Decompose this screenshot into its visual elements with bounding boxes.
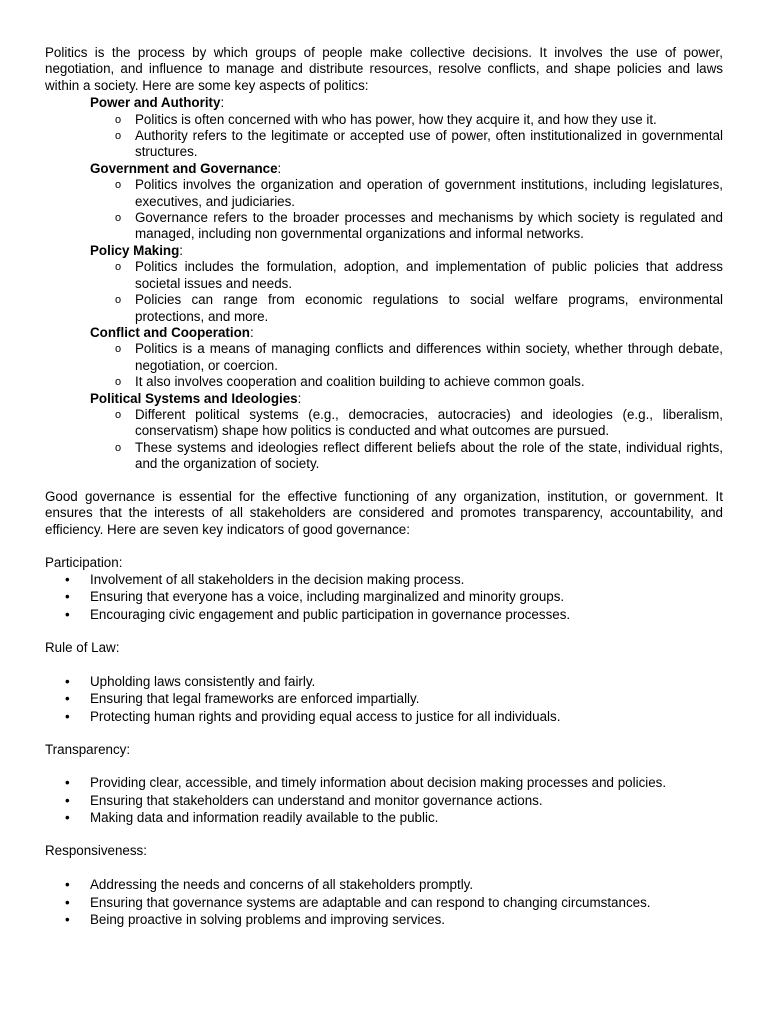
list-item-text: Addressing the needs and concerns of all stakeholders promptly. (90, 877, 474, 893)
list-item-text: Governance refers to the broader processes and mechanisms by which society is regulated and managed, including non governmental organizations and informal networks. (135, 210, 723, 242)
list-item (45, 690, 723, 708)
bullet-icon: • (65, 673, 70, 689)
aspect-title (90, 391, 723, 407)
list-item-text: Politics is a means of managing conflicts and differences within society, whether through debate, negotiation, or coercion. (135, 341, 723, 373)
aspect-title-colon: : (297, 390, 302, 406)
aspect-items (90, 407, 723, 473)
indicator-section (45, 640, 723, 725)
bullet-icon: • (65, 589, 70, 605)
indicator-heading: Responsiveness: (45, 843, 147, 859)
aspect-section (90, 325, 723, 391)
list-item (45, 606, 723, 624)
aspect-items (90, 341, 723, 390)
aspect-title-colon: : (179, 242, 184, 258)
list-item-text: It also involves cooperation and coalition building to achieve common goals. (135, 374, 585, 390)
list-item (90, 259, 723, 292)
list-item-text: Involvement of all stakeholders in the decision making process. (90, 571, 465, 587)
bullet-icon: • (65, 877, 70, 893)
list-item (90, 440, 723, 473)
list-item (90, 374, 723, 390)
aspect-title-text: Government and Governance (90, 160, 278, 176)
list-item (90, 292, 723, 325)
bullet-icon: • (65, 894, 70, 910)
governance-intro-paragraph: Good governance is essential for the effective functioning of any organization, institution, or government. It ensures that the interests of all stakeholders are considered and promotes transparency, accountability, and efficiency. Here are seven key indicators of good governance: (45, 488, 723, 537)
aspect-section (90, 391, 723, 473)
list-item-text: Ensuring that governance systems are adaptable and can respond to changing circumstances. (90, 894, 651, 910)
list-item-text: Politics includes the formulation, adoption, and implementation of public policies that address societal issues and needs. (135, 259, 723, 291)
indicator-items (45, 774, 723, 827)
spacer (45, 725, 723, 741)
circle-bullet-icon: o (115, 261, 122, 274)
aspect-title-text: Political Systems and Ideologies (90, 390, 298, 406)
list-item (45, 792, 723, 810)
indicator-section (45, 555, 723, 624)
spacer (45, 538, 723, 554)
spacer (45, 827, 723, 843)
circle-bullet-icon: o (115, 294, 122, 307)
document-page (45, 45, 723, 929)
aspect-section (90, 161, 723, 243)
bullet-icon: • (65, 571, 70, 587)
list-item-text: Encouraging civic engagement and public participation in governance processes. (90, 606, 571, 622)
list-item-text: Making data and information readily available to the public. (90, 810, 439, 826)
list-item (45, 708, 723, 726)
list-item-text: Policies can range from economic regulations to social welfare programs, environmental protections, and more. (135, 292, 723, 324)
list-item-text: Authority refers to the legitimate or accepted use of power, often institutionalized in governmental structures. (135, 128, 723, 160)
aspect-title-colon: : (220, 95, 225, 111)
aspect-title-colon: : (277, 160, 282, 176)
spacer (45, 473, 723, 489)
bullet-icon: • (65, 691, 70, 707)
circle-bullet-icon: o (115, 113, 122, 126)
circle-bullet-icon: o (115, 408, 122, 421)
aspect-title (90, 95, 723, 111)
list-item (45, 571, 723, 589)
indicator-section (45, 843, 723, 928)
list-item (45, 911, 723, 929)
list-item-text: Politics involves the organization and operation of government institutions, including legislatures, executives, and judiciaries. (135, 177, 723, 209)
list-item (90, 128, 723, 161)
bullet-icon: • (65, 708, 70, 724)
list-item-text: Different political systems (e.g., democracies, autocracies) and ideologies (e.g., liberalism, conservatism) shape how politics is conducted and what outcomes are pursued. (135, 406, 723, 439)
indicator-heading: Rule of Law: (45, 639, 120, 655)
list-item-text: Protecting human rights and providing equal access to justice for all individuals. (90, 708, 561, 724)
aspect-items (90, 112, 723, 161)
list-item (90, 112, 723, 128)
bullet-icon: • (65, 912, 70, 928)
spacer (45, 758, 723, 774)
aspect-section (90, 243, 723, 325)
bullet-icon: • (65, 810, 70, 826)
circle-bullet-icon: o (115, 441, 122, 454)
list-item (90, 210, 723, 243)
indicator-items (45, 673, 723, 726)
list-item (45, 894, 723, 912)
aspect-title (90, 161, 723, 177)
list-item (45, 774, 723, 792)
aspect-items (90, 259, 723, 325)
circle-bullet-icon: o (115, 343, 122, 356)
aspect-title-text: Conflict and Cooperation (90, 324, 250, 340)
list-item (45, 876, 723, 894)
list-item (90, 177, 723, 210)
bullet-icon: • (65, 775, 70, 791)
circle-bullet-icon: o (115, 376, 122, 389)
aspect-title-text: Policy Making (90, 242, 180, 258)
spacer (45, 656, 723, 672)
circle-bullet-icon: o (115, 130, 122, 143)
indicator-items (45, 876, 723, 929)
aspect-title-colon: : (249, 324, 254, 340)
bullet-icon: • (65, 792, 70, 808)
intro-paragraph: Politics is the process by which groups of people make collective decisions. It involves the use of power, negotiation, and influence to manage and distribute resources, resolve conflicts, and shape policies and laws within a society. Here are some key aspects of politics: (45, 45, 723, 93)
list-item (45, 673, 723, 691)
spacer (45, 623, 723, 639)
list-item-text: Upholding laws consistently and fairly. (90, 673, 316, 689)
bullet-icon: • (65, 606, 70, 622)
indicator-items (45, 571, 723, 624)
circle-bullet-icon: o (115, 212, 122, 225)
aspect-title (90, 325, 723, 341)
indicator-heading: Transparency: (45, 741, 131, 757)
aspects-list (45, 95, 723, 472)
list-item-text: Ensuring that stakeholders can understand and monitor governance actions. (90, 792, 543, 808)
list-item (90, 407, 723, 440)
spacer (45, 860, 723, 876)
list-item-text: Being proactive in solving problems and improving services. (90, 912, 446, 928)
list-item (45, 809, 723, 827)
circle-bullet-icon: o (115, 179, 122, 192)
list-item-text: These systems and ideologies reflect different beliefs about the role of the state, individual rights, and the organization of society. (135, 439, 723, 472)
indicator-section (45, 742, 723, 827)
aspect-title-text: Power and Authority (90, 95, 221, 111)
aspect-title (90, 243, 723, 259)
list-item (90, 341, 723, 374)
aspect-section (90, 95, 723, 161)
list-item-text: Ensuring that everyone has a voice, including marginalized and minority groups. (90, 589, 565, 605)
indicator-heading: Participation: (45, 554, 123, 570)
list-item-text: Ensuring that legal frameworks are enforced impartially. (90, 691, 420, 707)
list-item (45, 588, 723, 606)
aspect-items (90, 177, 723, 243)
list-item-text: Politics is often concerned with who has power, how they acquire it, and how they use it. (135, 111, 657, 127)
list-item-text: Providing clear, accessible, and timely information about decision making processes and policies. (90, 775, 667, 791)
